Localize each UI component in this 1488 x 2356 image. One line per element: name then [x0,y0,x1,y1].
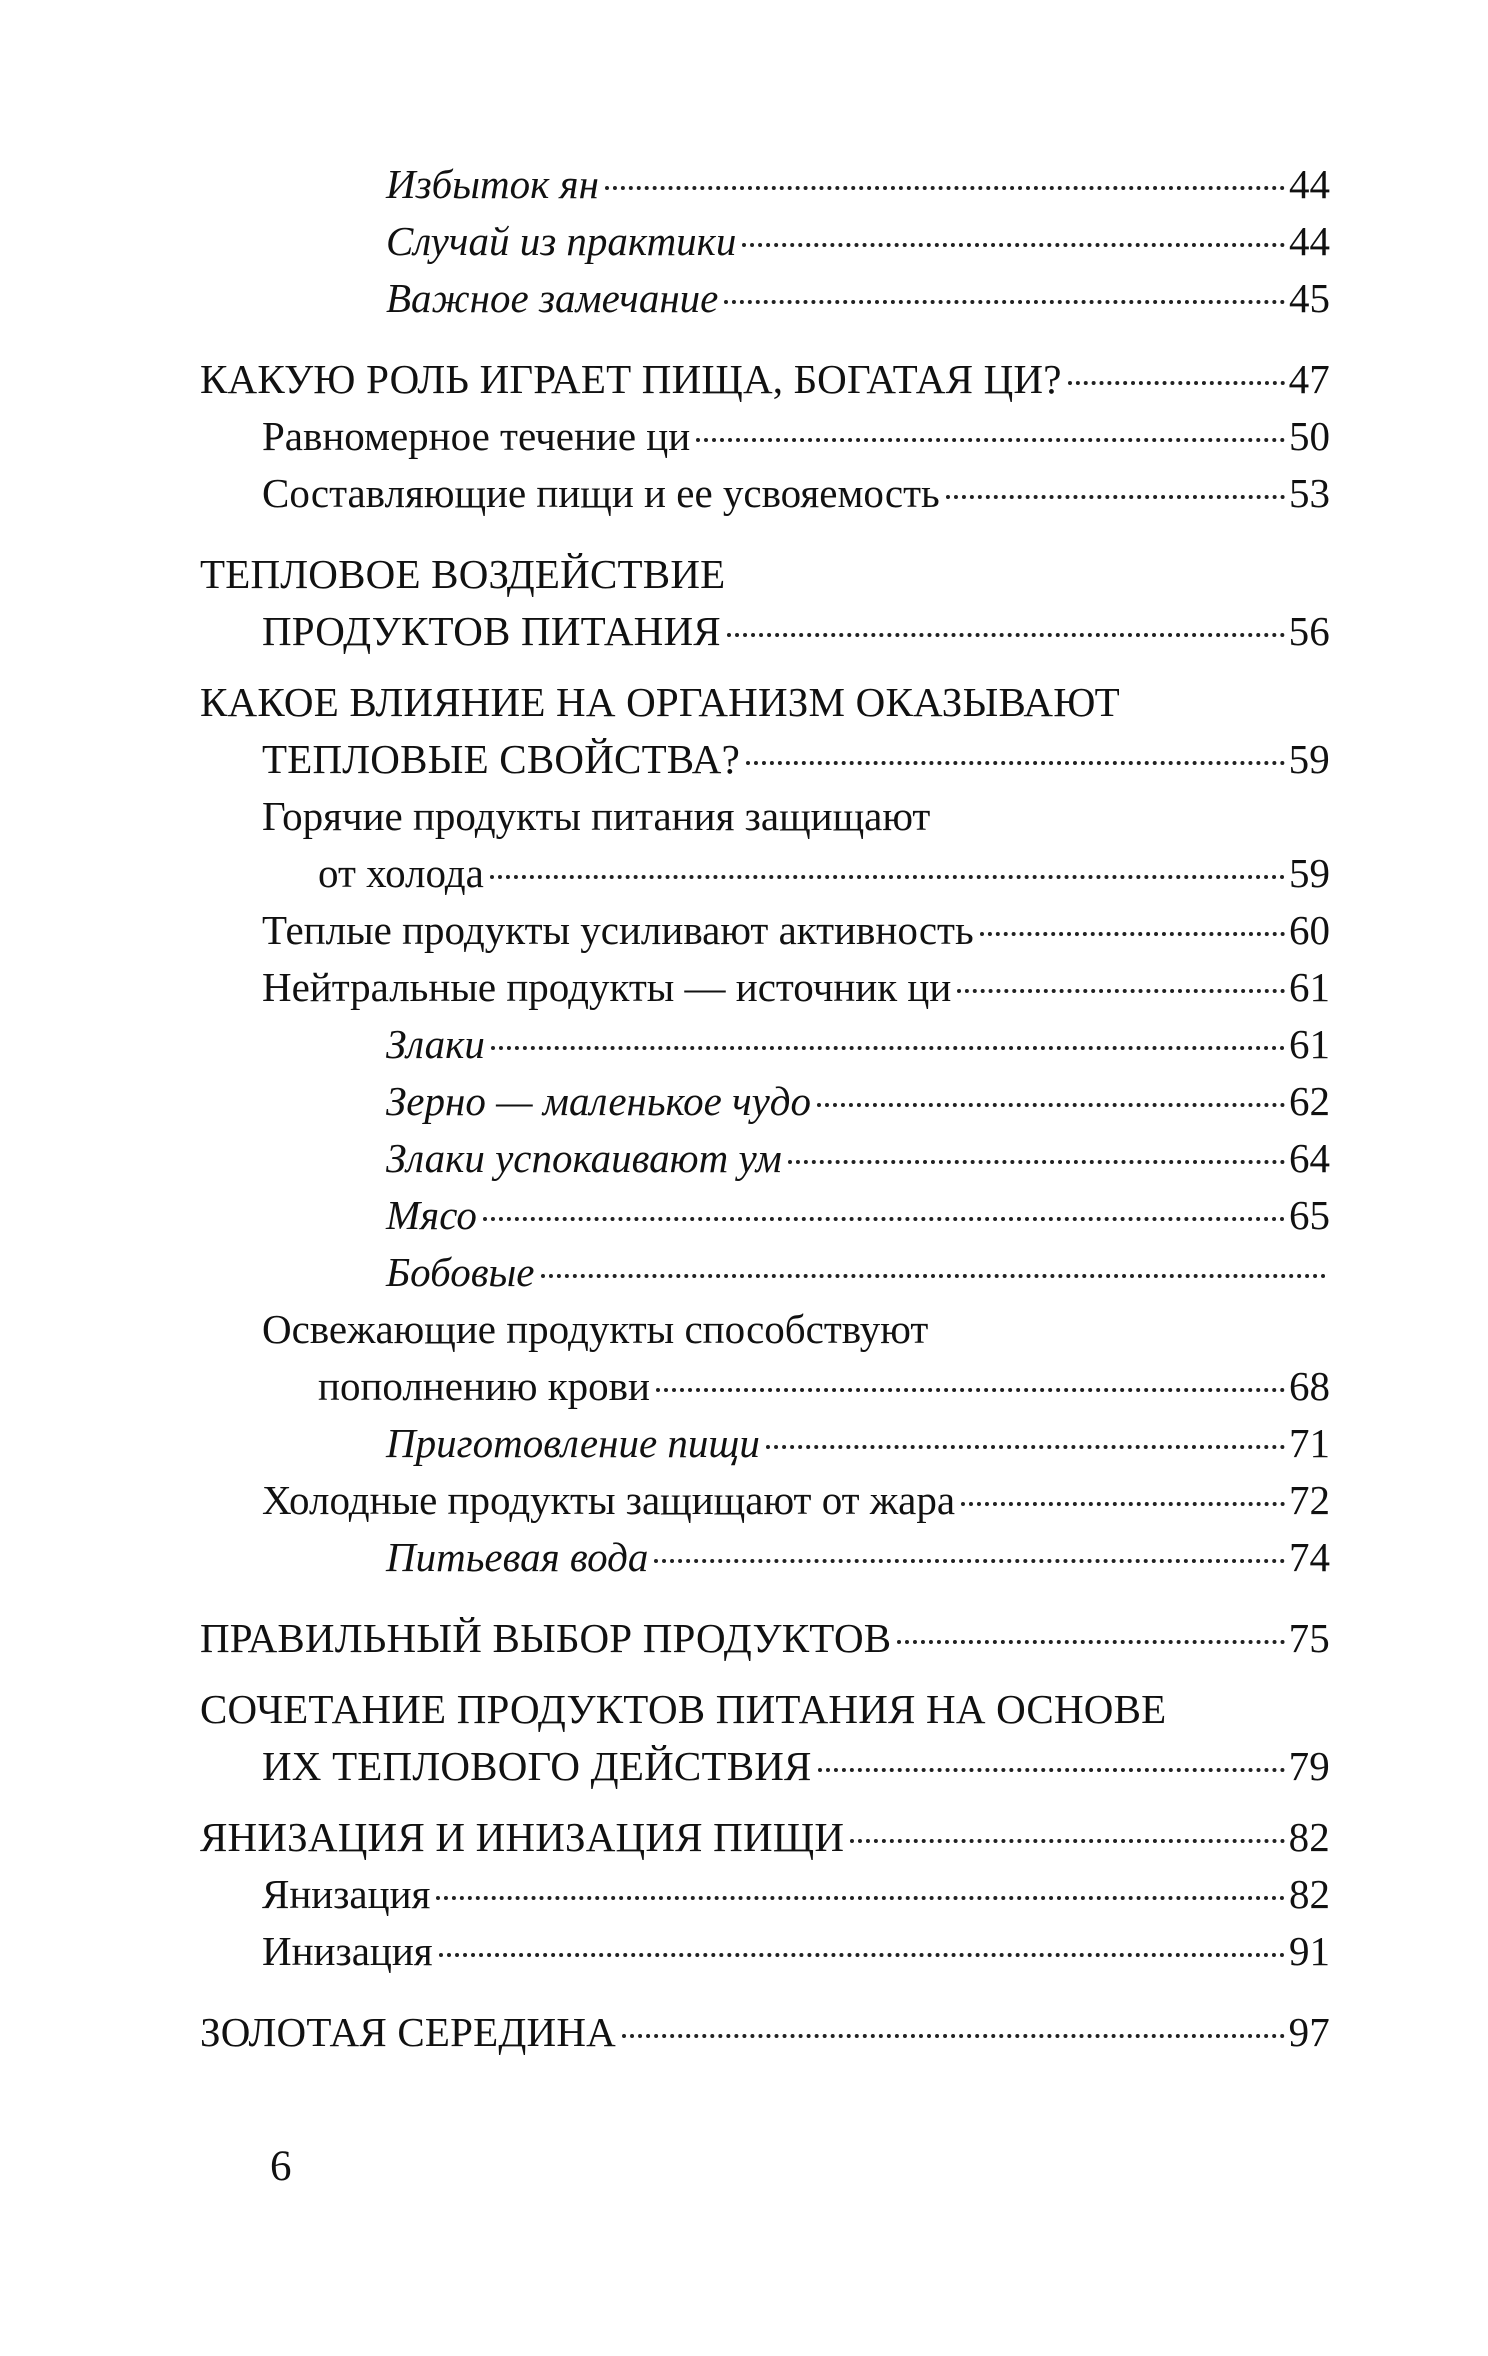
toc-entry [200,1130,1330,1187]
toc-entry [200,1866,1330,1923]
toc-entry-title: ТЕПЛОВЫЕ СВОЙСТВА? [262,736,740,782]
toc-entry [200,1681,1330,1795]
toc-entry-title: Мясо [386,1192,477,1238]
toc-entry [200,1610,1330,1667]
toc-entry-title: ИХ ТЕПЛОВОГО ДЕЙСТВИЯ [262,1743,812,1789]
dot-leader [746,760,1285,765]
toc-entry-page: 91 [1289,1928,1330,1974]
toc-entry-title: Инизация [262,1928,433,1974]
toc-entry-page: 44 [1289,218,1330,264]
dot-leader [850,1838,1284,1843]
toc-entry-page: 53 [1289,470,1330,516]
toc-entry [200,546,1330,660]
toc-entry-title-line1: Горячие продукты питания защищают [262,793,931,839]
toc-entry-title: Важное замечание [386,275,719,321]
toc-entry [200,1809,1330,1866]
dot-leader [961,1501,1285,1506]
dot-leader [724,299,1285,304]
dot-leader [654,1558,1285,1563]
toc-entry-title: Питьевая вода [386,1534,649,1580]
dot-leader [818,1767,1285,1772]
dot-leader [436,1895,1285,1900]
toc-entry [200,465,1330,522]
toc-entry [200,959,1330,1016]
toc-entry-page: 60 [1289,907,1330,953]
toc-entry-title: Случай из практики [386,218,737,264]
dot-leader [957,988,1285,993]
toc-entry-title-line1: Освежающие продукты способствуют [262,1306,929,1352]
dot-leader [817,1102,1285,1107]
toc-entry-title: Нейтральные продукты — источник ци [262,964,952,1010]
toc-entry [200,674,1330,788]
toc-entry-title: Составляющие пищи и ее усвояемость [262,470,940,516]
toc-entry [200,408,1330,465]
toc-entry [200,1529,1330,1586]
page-number: 6 [270,2143,292,2190]
toc-entry-title: ЯНИЗАЦИЯ И ИНИЗАЦИЯ ПИЩИ [200,1814,845,1860]
toc-entry-title: ПРОДУКТОВ ПИТАНИЯ [262,608,721,654]
toc-entry-title-line1: СОЧЕТАНИЕ ПРОДУКТОВ ПИТАНИЯ НА ОСНОВЕ [200,1686,1167,1732]
toc-entry-title: Янизация [262,1871,431,1917]
toc-entry [200,1073,1330,1130]
toc-entry-title-line1: КАКОЕ ВЛИЯНИЕ НА ОРГАНИЗМ ОКАЗЫВАЮТ [200,679,1120,725]
dot-leader [742,242,1285,247]
toc-entry [200,1301,1330,1415]
dot-leader [541,1273,1327,1278]
toc-entry-title: ПРАВИЛЬНЫЙ ВЫБОР ПРОДУКТОВ [200,1615,892,1661]
toc-entry-title: Зерно — маленькое чудо [386,1078,811,1124]
dot-leader [766,1444,1285,1449]
dot-leader [788,1159,1285,1164]
toc-entry [200,788,1330,902]
toc-entry-page: 71 [1289,1420,1330,1466]
toc-entry-page: 79 [1288,1743,1330,1789]
toc-entry-title: ЗОЛОТАЯ СЕРЕДИНА [200,2009,616,2055]
toc-entry-page: 75 [1288,1615,1330,1661]
toc-entry-page: 97 [1288,2009,1330,2055]
toc-entry [200,902,1330,959]
toc-entry-page: 64 [1289,1135,1330,1181]
toc-entry-page: 56 [1288,608,1330,654]
toc-entry-title: Избыток ян [386,161,599,207]
toc-entry [200,1187,1330,1244]
toc-entry [200,1016,1330,1073]
toc-entry-page: 50 [1289,413,1330,459]
dot-leader [490,874,1285,879]
toc-entry-page: 61 [1289,964,1330,1010]
toc-entry [200,270,1330,327]
table-of-contents [200,156,1330,2061]
dot-leader [727,632,1285,637]
toc-entry-page: 44 [1289,161,1330,207]
toc-entry-page: 74 [1289,1534,1330,1580]
dot-leader [439,1952,1285,1957]
toc-entry-title: Бобовые [386,1249,535,1295]
toc-entry-page: 82 [1288,1814,1330,1860]
dot-leader [622,2033,1285,2038]
toc-entry-title: Теплые продукты усиливают активность [262,907,974,953]
toc-entry [200,351,1330,408]
toc-entry-page: 72 [1289,1477,1330,1523]
toc-entry-title: пополнению крови [318,1363,650,1409]
toc-entry-page: 59 [1288,736,1330,782]
toc-entry [200,1923,1330,1980]
dot-leader [491,1045,1285,1050]
toc-entry-page: 62 [1289,1078,1330,1124]
dot-leader [980,931,1285,936]
dot-leader [696,437,1285,442]
toc-entry [200,213,1330,270]
toc-entry-title-line1: ТЕПЛОВОЕ ВОЗДЕЙСТВИЕ [200,551,726,597]
toc-entry-title: Холодные продукты защищают от жара [262,1477,956,1523]
toc-entry-page: 59 [1289,850,1330,896]
toc-entry-title: от холода [318,850,484,896]
dot-leader [946,494,1285,499]
toc-entry [200,1415,1330,1472]
toc-entry-title: Равномерное течение ци [262,413,691,459]
dot-leader [605,185,1285,190]
toc-entry-title: Злаки [386,1021,485,1067]
toc-entry-page: 47 [1288,356,1330,402]
toc-entry [200,2004,1330,2061]
toc-entry-page: 45 [1289,275,1330,321]
toc-entry-title: КАКУЮ РОЛЬ ИГРАЕТ ПИЩА, БОГАТАЯ ЦИ? [200,356,1062,402]
dot-leader [656,1387,1285,1392]
toc-entry-page: 68 [1289,1363,1330,1409]
toc-entry [200,1244,1330,1301]
toc-entry [200,1472,1330,1529]
toc-entry-page: 61 [1289,1021,1330,1067]
toc-entry [200,156,1330,213]
toc-entry-page: 82 [1289,1871,1330,1917]
toc-entry-page: 65 [1289,1192,1330,1238]
dot-leader [483,1216,1285,1221]
toc-entry-title: Приготовление пищи [386,1420,760,1466]
dot-leader [897,1639,1284,1644]
dot-leader [1068,380,1285,385]
toc-entry-title: Злаки успокаивают ум [386,1135,782,1181]
